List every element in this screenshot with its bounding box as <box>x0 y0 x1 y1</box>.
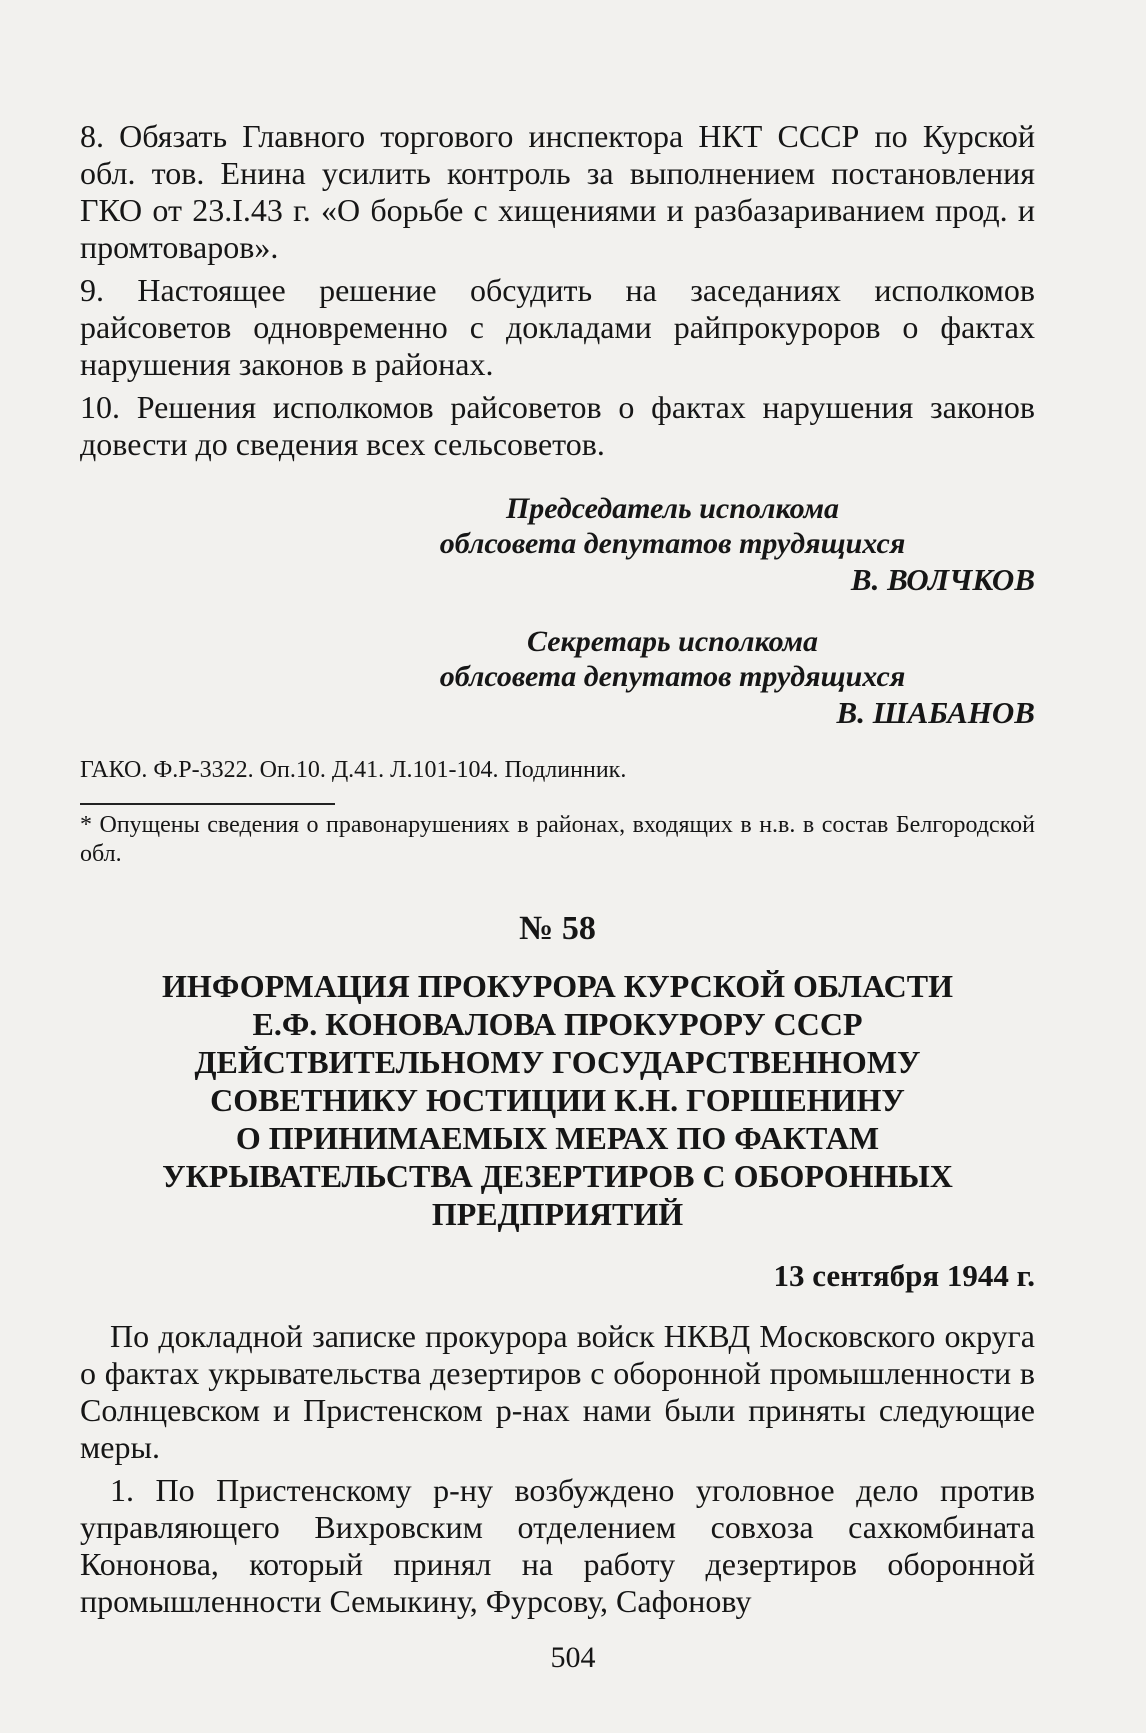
signature-title-line: Председатель исполкома <box>505 492 840 525</box>
title-line: Е.Ф. КОНОВАЛОВА ПРОКУРОРУ СССР <box>252 1006 863 1042</box>
archive-source: ГАКО. Ф.Р-3322. Оп.10. Д.41. Л.101-104. Подлинник. <box>80 757 627 783</box>
footnote: * Опущены сведения о правонарушениях в районах, входящих в н.в. в состав Белгородской обл. <box>80 812 1035 867</box>
title-line: ДЕЙСТВИТЕЛЬНОМУ ГОСУДАРСТВЕННОМУ <box>194 1044 921 1080</box>
title-line: ПРЕДПРИЯТИЙ <box>431 1196 684 1232</box>
signature-name: В. ВОЛЧКОВ <box>850 562 1035 597</box>
document-date: 13 сентября 1944 г. <box>773 1258 1035 1293</box>
signature-title-line: облсовета депутатов трудящихся <box>439 527 906 560</box>
paragraph-item-9: 9. Настоящее решение обсудить на заседаниях исполкомов райсоветов одновременно с докладами райпрокуроров о фактах нарушения законов в районах. <box>80 272 1035 382</box>
document-title <box>80 967 1035 1233</box>
footnote-divider <box>80 803 335 805</box>
paragraph-item-8: 8. Обязать Главного торгового инспектора НКТ СССР по Курской обл. тов. Енина усилить контроль за выполнением постановления ГКО от 23.I.43 г. «О борьбе с хищениями и разбазариванием прод. и промтоваров». <box>80 118 1035 265</box>
title-line: ИНФОРМАЦИЯ ПРОКУРОРА КУРСКОЙ ОБЛАСТИ <box>162 968 953 1004</box>
signature-block-chairman <box>80 491 1035 598</box>
signature-title-line: Секретарь исполкома <box>526 625 818 658</box>
signature-name: В. ШАБАНОВ <box>836 695 1035 730</box>
document-number: № 58 <box>519 910 596 947</box>
paragraph-item-10: 10. Решения исполкомов райсоветов о фактах нарушения законов довести до сведения всех сельсоветов. <box>80 389 1035 462</box>
document-page <box>80 118 1035 1620</box>
signature-title-line: облсовета депутатов трудящихся <box>439 660 906 693</box>
title-line: СОВЕТНИКУ ЮСТИЦИИ К.Н. ГОРШЕНИНУ <box>210 1082 905 1118</box>
page-number: 504 <box>550 1641 596 1674</box>
body-paragraph: По докладной записке прокурора войск НКВД Московского округа о фактах укрывательства дезертиров с оборонной промышленности в Солнцевском и Пристенском р-нах нами были приняты следующие меры. <box>80 1318 1035 1465</box>
title-line: О ПРИНИМАЕМЫХ МЕРАХ ПО ФАКТАМ <box>235 1120 880 1156</box>
body-paragraph: 1. По Пристенскому р-ну возбуждено уголовное дело против управляющего Вихровским отделением совхоза сахкомбината Кононова, который принял на работу дезертиров оборонной промышленности Семыкину, Фурсову, Сафонову <box>80 1472 1035 1619</box>
signature-block-secretary <box>80 624 1035 731</box>
title-line: УКРЫВАТЕЛЬСТВА ДЕЗЕРТИРОВ С ОБОРОННЫХ <box>162 1158 953 1194</box>
